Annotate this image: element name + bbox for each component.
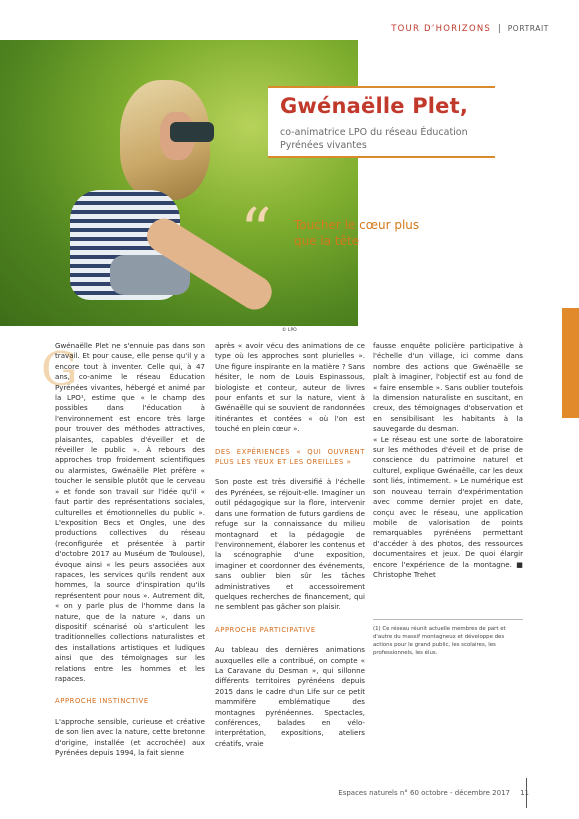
- dropcap-icon: G: [41, 342, 78, 396]
- subheading: APPROCHE INSTINCTIVE: [55, 697, 149, 706]
- portrait-photo: [0, 40, 358, 326]
- paragraph: Au tableau des dernières animations auxquelles elle a contribué, on compte « La Caravane du Desman », qui sillonne différents territoires pyrénéens depuis 2015 dans le cadre d'un Life sur ce petit mammifère emblématique des montagnes pyrénéennes. Spectacles, conférences, balades en vélo-interprétation, expositions, ateliers créatifs, vraie: [215, 645, 365, 748]
- footnote: (1) Ce réseau réunit actuelle membres de part et d'autre du massif montagneux et développe des actions pour le grand public, les scolaires, les professionnels, les élus.: [373, 626, 506, 656]
- paragraph: L'approche sensible, curieuse et créative de son lien avec la nature, cette bretonne d'origine, installée (et accrochée) aux Pyrénées depuis 1994, la fait sienne: [55, 716, 205, 758]
- page-number: 11: [520, 789, 529, 797]
- article-subtitle: co-animatrice LPO du réseau Éducation Pyrénées vivantes: [280, 127, 468, 151]
- column-1: [55, 341, 205, 758]
- binoculars: [170, 122, 214, 142]
- pull-quote: Toucher le cœur plus que la tête: [294, 218, 420, 248]
- title-block: [268, 86, 498, 158]
- subheading: APPROCHE PARTICIPATIVE: [215, 625, 316, 634]
- paragraph: Son poste est très diversifié à l'échelle des Pyrénées, se réjouit-elle. Imaginer un outil pédagogique sur la flore, intervenir dans une formation de futurs gardiens de refuge sur la connaissance du milieu montagnard et la pédagogie de l'environnement, élaborer les contenus et la scénographie d'une exposition, imaginer et coordonner des événements, sans oublier bien sûr les tâches administratives et accessoirement quelques recherches de financement, qui ne semblent pas gâcher son plaisir.: [215, 477, 365, 612]
- column-3: [373, 341, 523, 580]
- section-label: TOUR D’HORIZONS: [391, 24, 491, 34]
- title-rule-top: [268, 86, 495, 88]
- subsection-label: PORTRAIT: [507, 24, 549, 33]
- paragraph: « Le réseau est une sorte de laboratoire sur les méthodes d'éveil et de prise de conscience du patrimoine naturel et culturel, explique Gwénaëlle, car les deux sont liés, intimement. » Le numérique est son nouveau terrain d'expérimentation avec comme dernier projet en date, conçu avec le réseau, une application mobile de valorisation de points remarquables pyrénéens permettant d'accéder à des photos, des ressources documentaires et jeux. De quoi élargir encore l'expérience de la montagne. ■ Christophe Trehet: [373, 434, 523, 579]
- paragraph: fausse enquête policière participative à l'échelle d'un village, ici comme dans nombre des actions que Gwénaëlle se plaît à imaginer, l'objectif est au fond de « faire ensemble ». Sans oublier toutefois la dimension naturaliste en suscitant, en creux, des témoignages d'observation et en sensibilisant les habitants à la sauvegarde du desman.: [373, 341, 523, 434]
- title-rule-bottom: [268, 156, 495, 158]
- section-header: [391, 24, 549, 34]
- paragraph: Gwénaëlle Plet ne s'ennuie pas dans son travail. Et pour cause, elle pense qu'il y a encore tout à inventer. Celle qui, à 47 ans, co-anime le réseau Éducation Pyrénées vivantes, hébergé et animé par la LPO¹, estime que « le champ des possibles dans l'éducation à l'environnement est encore très large pour trouver des méthodes attractives, plaisantes, capables d'éveiller et de réveiller le public ». À rebours des approches trop froidement scientifiques ou alarmistes, Gwénaëlle Plet préfère « toucher le sensible plutôt que le cerveau » et fonde son travail sur l'idée qu'il « faut partir des représentations sociales, culturelles et émotionnelles du public ». L'exposition Becs et Ongles, une des productions collectives du réseau (reconfigurée et présentée à partir d'octobre 2017 au Muséum de Toulouse), évoque ainsi « les peurs associées aux rapaces, les services qu'ils rendent aux hommes, la source d'inspiration qu'ils représentent pour nous ». Autrement dit, « on y parle plus de l'homme dans la nature, que de la nature », dans un dispositif scénarisé où s'articulent les traditionnelles collections naturalistes et des installations artistiques et ludiques ainsi que des témoignages sur les relations entre les hommes et les rapaces.: [55, 341, 205, 683]
- column-2: [215, 341, 365, 749]
- side-tab: [562, 308, 579, 418]
- article-title: Gwénaëlle Plet,: [280, 94, 469, 118]
- footnote-divider: [373, 619, 523, 620]
- footer-magazine: Espaces naturels n° 60 octobre - décembre 2017: [338, 789, 510, 797]
- quote-mark-icon: “: [240, 194, 272, 267]
- header-separator: |: [497, 24, 501, 34]
- subheading: DES EXPÉRIENCES « QUI OUVRENT PLUS LES YEUX ET LES OREILLES »: [215, 447, 365, 467]
- photo-credit: © LPO: [282, 328, 297, 333]
- paragraph: après « avoir vécu des animations de ce type où les approches sont plurielles ». Une figure inspirante en la matière ? Sans hésiter, le nom de Louis Espinassous, biologiste et conteur, auteur de livres pour enfants et sur la nature, vient à Gwénaëlle qui se souvient de randonnées itinérantes et contées « où l'on est touché en plein cœur ».: [215, 341, 365, 434]
